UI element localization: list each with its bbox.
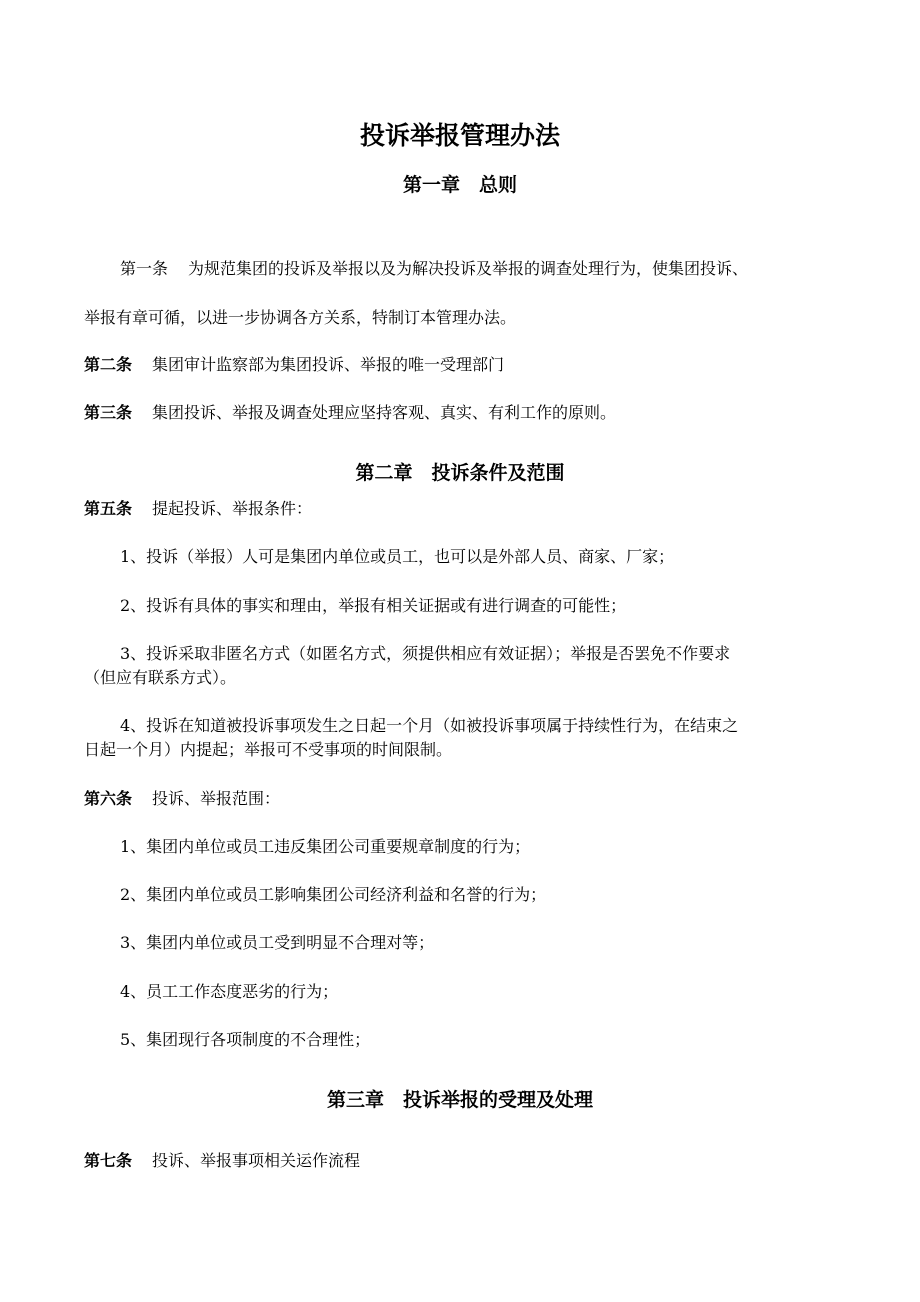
article-2 bbox=[84, 354, 844, 376]
article-6-item-5: 5、集团现行各项制度的不合理性； bbox=[120, 1030, 371, 1049]
article-5-item-4: 4、投诉在知道被投诉事项发生之日起一个月（如被投诉事项属于持续性行为，在结束之 bbox=[120, 716, 739, 735]
article-7-label: 第七条 bbox=[84, 1151, 133, 1170]
article-6-item-1: 1、集团内单位或员工违反集团公司重要规章制度的行为； bbox=[120, 837, 531, 856]
article-6 bbox=[84, 788, 844, 810]
article-5 bbox=[84, 498, 844, 520]
article-1-label: 第一条 bbox=[120, 259, 169, 278]
article-5-item-3: 3、投诉采取非匿名方式（如匿名方式，须提供相应有效证据）；举报是否罢免不作要求 bbox=[120, 644, 731, 663]
article-5-label: 第五条 bbox=[84, 499, 133, 518]
article-3-text: 集团投诉、举报及调查处理应坚持客观、真实、有利工作的原则。 bbox=[152, 403, 617, 422]
article-3-label: 第三条 bbox=[84, 403, 133, 422]
article-3 bbox=[84, 402, 844, 424]
article-6-label: 第六条 bbox=[84, 789, 133, 808]
chapter-3-heading: 第三章 投诉举报的受理及处理 bbox=[326, 1089, 593, 1111]
article-1-line-1 bbox=[120, 258, 844, 280]
article-5-item-4-cont: 日起一个月）内提起；举报可不受事项的时间限制。 bbox=[84, 740, 453, 759]
article-6-item-2: 2、集团内单位或员工影响集团公司经济利益和名誉的行为； bbox=[120, 885, 547, 904]
article-5-item-2: 2、投诉有具体的事实和理由，举报有相关证据或有进行调查的可能性； bbox=[120, 596, 627, 615]
chapter-1-heading: 第一章 总则 bbox=[402, 174, 517, 196]
document-title: 投诉举报管理办法 bbox=[359, 121, 560, 150]
article-2-label: 第二条 bbox=[84, 355, 133, 374]
article-6-text: 投诉、举报范围： bbox=[152, 789, 281, 808]
chapter-2-heading: 第二章 投诉条件及范围 bbox=[355, 462, 565, 484]
article-1-text-1: 为规范集团的投诉及举报以及为解决投诉及举报的调查处理行为，使集团投诉、 bbox=[188, 259, 749, 278]
article-1-line-2: 举报有章可循，以进一步协调各方关系，特制订本管理办法。 bbox=[84, 308, 517, 327]
article-7 bbox=[84, 1150, 844, 1172]
article-7-text: 投诉、举报事项相关运作流程 bbox=[152, 1151, 361, 1170]
article-5-item-1: 1、投诉（举报）人可是集团内单位或员工，也可以是外部人员、商家、厂家； bbox=[120, 547, 675, 566]
article-5-text: 提起投诉、举报条件： bbox=[152, 499, 313, 518]
article-6-item-3: 3、集团内单位或员工受到明显不合理对等； bbox=[120, 933, 435, 952]
article-5-item-3-cont: （但应有联系方式）。 bbox=[84, 668, 237, 687]
article-2-text: 集团审计监察部为集团投诉、举报的唯一受理部门 bbox=[152, 355, 505, 374]
article-6-item-4: 4、员工工作态度恶劣的行为； bbox=[120, 982, 339, 1001]
